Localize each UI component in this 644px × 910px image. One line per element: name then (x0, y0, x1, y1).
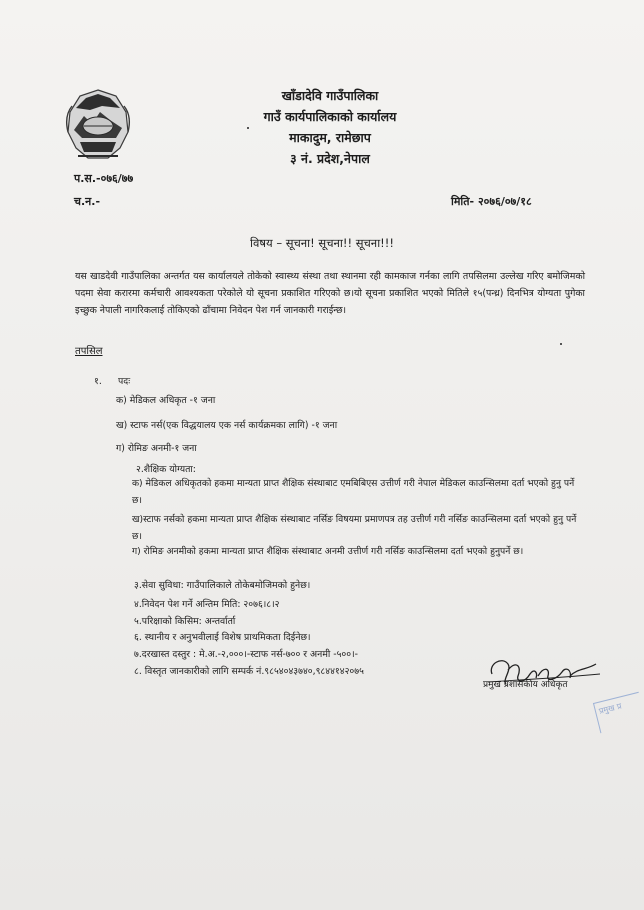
detail-exam: ५.परिक्षाको किसिम: अन्तर्वार्ता (134, 616, 236, 627)
item-number: १. (94, 376, 102, 387)
letter-ps-number: प.स.-०७६/७७ (74, 172, 134, 185)
qualification-medical: क) मेडिकल अधिकृतको हकमा मान्यता प्राप्त शैक्षिक संस्थाबाट एमबिबिएस उत्तीर्ण गरी नेपाल मेडिकल काउन्सिलमा दर्ता भएको हुनु पर्ने छ। (132, 478, 575, 506)
post-medical-officer: क) मेडिकल अधिकृत -१ जना (116, 395, 216, 406)
signatory-title: प्रमुख प्रशासकीय अधिकृत (483, 680, 568, 690)
post-staff-nurse: ख) स्टाफ नर्स(एक विद्धयालय एक नर्स कार्यक्रमका लागि) -१ जना (116, 420, 338, 431)
qualification-anami: ग) रोमिङ अनमीको हकमा मान्यता प्राप्त शैक्षिक संस्थाबाट अनमी उत्तीर्ण गरी नर्सिङ काउन्सिलमा दर्ता भएको हुनुपर्ने छ। (132, 546, 524, 557)
office-location: माकादुम, रामेछाप (289, 130, 371, 145)
detail-contact: ८. विस्तृत जानकारीको लागि सम्पर्क नं.९८५४०४३७४०,९८४४१४२०७५ (134, 666, 364, 677)
letter-cn-number: च.न.- (74, 195, 101, 208)
notice-body: यस खाडदेवी गाउँपालिका अन्तर्गत यस कार्यालयले तोकेको स्वास्थ्य संस्था तथा स्थानमा रही कामकाज गर्नका लागि तपसिलमा उल्लेख गरिए बमोजिमको पदमा सेवा करारमा कर्मचारी आवश्यकता परेकोले यो सूचना प्रकाशित गरिएको छ।यो सूचना प्रकाशित भएको मितिले १५(पन्ध्र) दिनभित्र योग्यता पुगेका इच्छुक नेपाली नागरिकलाई तोकिएको ढाँचामा निवेदन पेश गर्न जानकारी गराईन्छ। (75, 271, 585, 316)
item-label: पदः (118, 376, 131, 387)
scan-speck (560, 343, 562, 345)
detail-fee: ७.दरखास्त दस्तुर : मे.अ.-२,०००।-स्टाफ नर्स-७०० र अनमी -५००।- (134, 649, 358, 660)
qualification-nurse: ख)स्टाफ नर्सको हकमा मान्यता प्राप्त शैक्षिक संस्थाबाट नर्सिङ विषयमा प्रमाणपत्र तह उत्तीर्ण गरी नर्सिङ काउन्सिलमा दर्ता भएको हुनु पर्ने छ। (132, 514, 577, 542)
detail-deadline: ४.निवेदन पेश गर्ने अन्तिम मिति: २०७६।८।२ (134, 599, 280, 610)
letter-date: मिति- २०७६/०७/१८ (451, 195, 532, 208)
subject-line: विषय – सूचना! सूचना!! सूचना!!! (249, 236, 395, 250)
office-header (220, 85, 440, 169)
municipality-name: खाँडादेवि गाउँपालिका (281, 88, 379, 103)
scan-speck (247, 127, 249, 129)
detail-priority: ६. स्थानीय र अनुभवीलाई विशेष प्राथमिकता दिईनेछ। (134, 632, 311, 643)
details-heading: तपसिल (75, 346, 103, 357)
stamp-text: प्रमुख प्र (598, 701, 623, 716)
office-stamp-icon (593, 692, 644, 733)
government-emblem-icon (62, 86, 134, 162)
detail-facility: ३.सेवा सुविधा: गाउँपालिकाले तोकेबमोजिमको हुनेछ। (134, 580, 311, 591)
province-country: ३ नं. प्रदेश,नेपाल (290, 151, 370, 166)
office-name: गाउँ कार्यपालिकाको कार्यालय (263, 109, 397, 124)
qualification-heading: २.शैक्षिक योग्यता: (136, 464, 196, 475)
post-roming-anami: ग) रोमिङ अनमी-१ जना (116, 443, 197, 454)
